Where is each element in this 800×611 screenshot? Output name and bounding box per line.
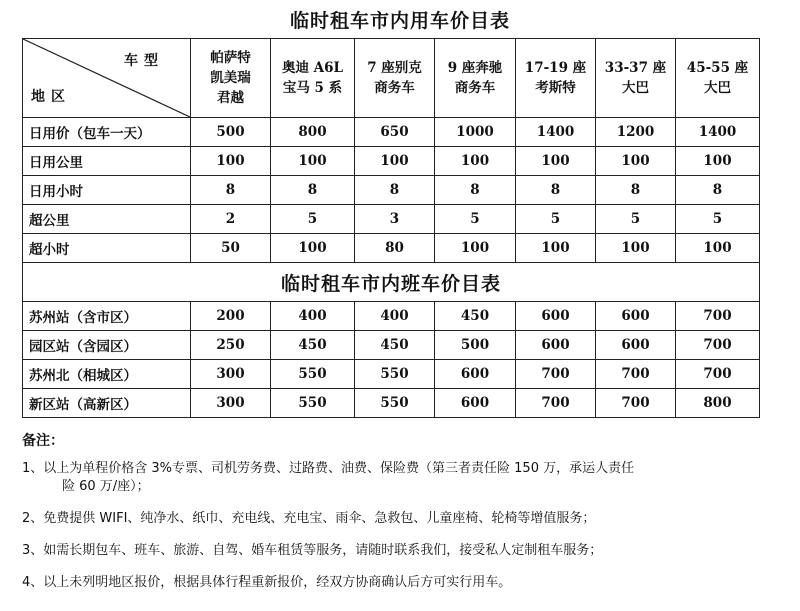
table-row (23, 147, 760, 176)
price-cell: 100 (676, 147, 760, 176)
notes-title: 备注： (22, 433, 64, 449)
price-cell: 50 (191, 234, 271, 263)
city-rental-rows (23, 118, 760, 263)
price-cell: 1200 (596, 118, 676, 147)
price-cell: 100 (516, 147, 596, 176)
note-1: 1、以上为单程价格含 3%专票、司机劳务费、过路费、油费、保险费（第三者责任险 150 万，承运人责任 险 60 万/座）； (22, 461, 635, 494)
price-cell: 700 (676, 302, 760, 331)
price-cell: 1400 (516, 118, 596, 147)
price-cell: 5 (435, 205, 516, 234)
vehicle-type-label: 车型 (124, 53, 164, 69)
price-cell: 600 (596, 302, 676, 331)
table-row (23, 331, 760, 360)
price-cell: 550 (355, 389, 435, 418)
price-cell: 2 (191, 205, 271, 234)
price-cell: 100 (596, 234, 676, 263)
col-header: 33-37 座 大巴 (596, 39, 676, 118)
table-row (23, 360, 760, 389)
price-cell: 700 (596, 389, 676, 418)
row-label: 园区站（含园区） (23, 331, 191, 360)
price-cell: 3 (355, 205, 435, 234)
price-cell: 600 (516, 331, 596, 360)
col-header: 7 座别克 商务车 (355, 39, 435, 118)
price-cell: 5 (271, 205, 355, 234)
col-header: 9 座奔驰 商务车 (435, 39, 516, 118)
price-cell: 450 (435, 302, 516, 331)
price-cell: 650 (355, 118, 435, 147)
price-cell: 450 (271, 331, 355, 360)
col-header: 17-19 座 考斯特 (516, 39, 596, 118)
price-cell: 700 (676, 360, 760, 389)
price-table (22, 38, 760, 418)
price-cell: 100 (676, 234, 760, 263)
price-cell: 5 (516, 205, 596, 234)
price-cell: 100 (355, 147, 435, 176)
price-cell: 450 (355, 331, 435, 360)
shuttle-rows (23, 302, 760, 418)
note-2: 2、免费提供 WIFI、纯净水、纸巾、充电线、充电宝、雨伞、急救包、儿童座椅、轮椅等增值服务； (22, 511, 596, 526)
price-cell: 500 (435, 331, 516, 360)
table-row (23, 389, 760, 418)
price-cell: 100 (435, 147, 516, 176)
row-label: 超小时 (23, 234, 191, 263)
price-cell: 8 (271, 176, 355, 205)
note-4: 4、以上未列明地区报价，根据具体行程重新报价，经双方协商确认后方可实行用车。 (22, 575, 512, 590)
price-cell: 5 (596, 205, 676, 234)
price-cell: 550 (355, 360, 435, 389)
price-cell: 600 (435, 360, 516, 389)
price-cell: 100 (516, 234, 596, 263)
section-title-row (23, 263, 760, 302)
price-cell: 80 (355, 234, 435, 263)
price-cell: 8 (435, 176, 516, 205)
price-cell: 250 (191, 331, 271, 360)
col-header: 奥迪 A6L 宝马 5 系 (271, 39, 355, 118)
table-row (23, 302, 760, 331)
price-cell: 300 (191, 360, 271, 389)
price-cell: 5 (676, 205, 760, 234)
price-cell: 700 (516, 360, 596, 389)
table-row (23, 205, 760, 234)
price-cell: 500 (191, 118, 271, 147)
table-row (23, 176, 760, 205)
price-cell: 400 (271, 302, 355, 331)
row-label: 苏州北（相城区） (23, 360, 191, 389)
region-label: 地区 (31, 89, 71, 105)
row-label: 日用价（包车一天） (23, 118, 191, 147)
row-label: 日用公里 (23, 147, 191, 176)
price-cell: 600 (435, 389, 516, 418)
price-cell: 100 (271, 234, 355, 263)
price-cell: 800 (271, 118, 355, 147)
price-cell: 600 (516, 302, 596, 331)
price-cell: 700 (676, 331, 760, 360)
price-cell: 8 (516, 176, 596, 205)
header-row (23, 39, 760, 118)
price-cell: 600 (596, 331, 676, 360)
price-cell: 400 (355, 302, 435, 331)
price-cell: 100 (435, 234, 516, 263)
price-cell: 550 (271, 360, 355, 389)
price-cell: 700 (596, 360, 676, 389)
row-label: 新区站（高新区） (23, 389, 191, 418)
col-header: 帕萨特 凯美瑞 君越 (191, 39, 271, 118)
table-row (23, 234, 760, 263)
note-3: 3、如需长期包车、班车、旅游、自驾、婚车租赁等服务，请随时联系我们，接受私人定制租车服务； (22, 543, 603, 558)
price-cell: 1000 (435, 118, 516, 147)
price-cell: 1400 (676, 118, 760, 147)
price-cell: 100 (191, 147, 271, 176)
row-label: 超公里 (23, 205, 191, 234)
price-cell: 200 (191, 302, 271, 331)
price-cell: 8 (191, 176, 271, 205)
price-cell: 8 (596, 176, 676, 205)
price-cell: 8 (355, 176, 435, 205)
price-cell: 700 (516, 389, 596, 418)
shuttle-table-title: 临时租车市内班车价目表 (23, 263, 760, 302)
notes (22, 430, 782, 606)
price-cell: 8 (676, 176, 760, 205)
price-cell: 100 (271, 147, 355, 176)
col-header: 45-55 座 大巴 (676, 39, 760, 118)
diagonal-header-cell (23, 39, 191, 118)
price-cell: 550 (271, 389, 355, 418)
price-cell: 300 (191, 389, 271, 418)
row-label: 苏州站（含市区） (23, 302, 191, 331)
table-row (23, 118, 760, 147)
row-label: 日用小时 (23, 176, 191, 205)
price-table-title: 临时租车市内用车价目表 (289, 10, 510, 32)
price-cell: 100 (596, 147, 676, 176)
price-cell: 800 (676, 389, 760, 418)
